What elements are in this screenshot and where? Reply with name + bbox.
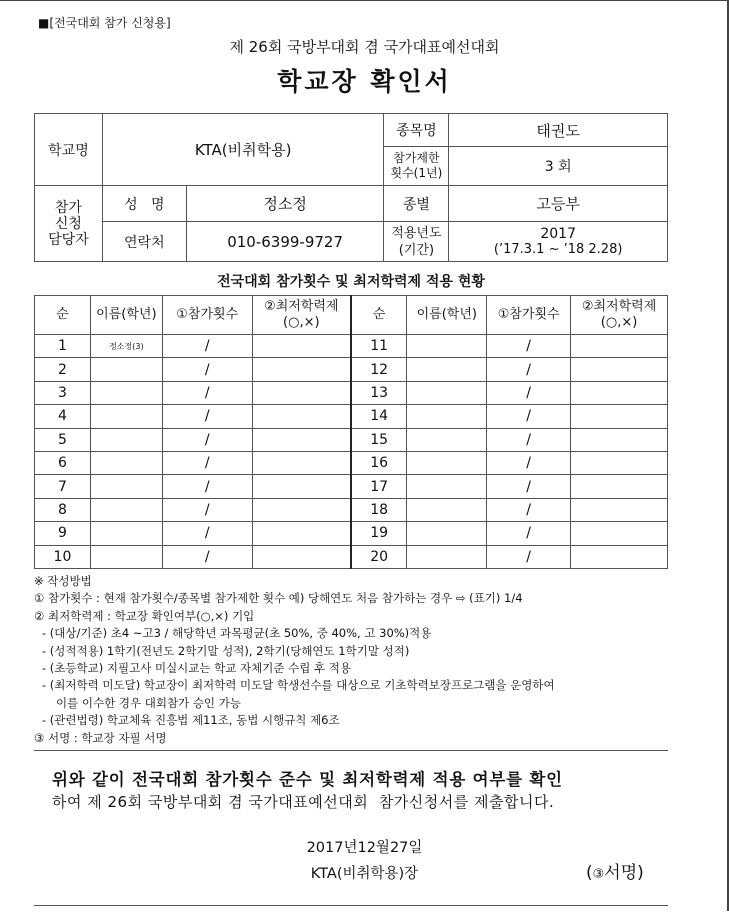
limit-value: 3 회	[449, 147, 668, 186]
row-number: 4	[35, 405, 91, 428]
table-row	[35, 498, 668, 521]
row-number: 10	[35, 545, 91, 568]
row-min-academic	[571, 522, 668, 545]
row-number: 9	[35, 522, 91, 545]
row-name	[90, 498, 162, 521]
signer: KTA(비취학용)장	[310, 866, 419, 882]
row-number: 14	[351, 405, 407, 428]
row-min-academic	[571, 498, 668, 521]
year-label: 적용년도 (기간)	[384, 222, 449, 262]
subtitle: 제 26회 국방부대회 겸 국가대표예선대회	[229, 38, 500, 56]
row-count: /	[162, 335, 252, 358]
limit-label: 참가제한 횟수(1년)	[384, 147, 449, 186]
note-item: ① 참가횟수 : 현재 참가횟수/종목별 참가제한 횟수 예) 당해연도 처음 참가하는 경우 ⇨ (표기) 1/4	[34, 591, 523, 606]
row-number: 20	[351, 545, 407, 568]
row-count: /	[487, 545, 571, 568]
statement-line-1: 위와 같이 전국대회 참가횟수 준수 및 최저학력제 적용 여부를 확인	[52, 770, 563, 789]
row-name: 정소정(3)	[90, 335, 162, 358]
row-name	[90, 358, 162, 381]
divider	[34, 905, 668, 906]
row-name	[407, 545, 487, 568]
row-number: 1	[35, 335, 91, 358]
row-count: /	[162, 475, 252, 498]
header-count: ①참가횟수	[162, 296, 252, 335]
row-min-academic	[252, 498, 351, 521]
row-name	[90, 405, 162, 428]
row-count: /	[487, 358, 571, 381]
row-count: /	[487, 451, 571, 474]
header-name-right: 이름(학년)	[407, 296, 487, 335]
event-label: 종목명	[384, 114, 449, 147]
school-label: 학교명	[35, 114, 103, 186]
row-min-academic	[571, 428, 668, 451]
row-min-academic	[252, 358, 351, 381]
name-value: 정소정	[186, 186, 384, 222]
row-count: /	[162, 545, 252, 568]
row-number: 18	[351, 498, 407, 521]
page-title: 학교장 확인서	[277, 67, 452, 96]
row-number: 6	[35, 451, 91, 474]
row-name	[407, 428, 487, 451]
header-no-right: 순	[351, 296, 407, 335]
instructions	[34, 573, 674, 747]
division-label: 종별	[384, 186, 449, 222]
signature-label: 서명	[604, 863, 638, 883]
row-number: 19	[351, 522, 407, 545]
signature-field: (③서명)	[586, 863, 644, 883]
row-min-academic	[252, 405, 351, 428]
row-count: /	[487, 498, 571, 521]
row-min-academic	[571, 451, 668, 474]
row-count: /	[162, 522, 252, 545]
row-name	[90, 428, 162, 451]
row-number: 11	[351, 335, 407, 358]
year-value: 2017 (’17.3.1 ~ ’18 2.28)	[449, 222, 668, 262]
row-number: 16	[351, 451, 407, 474]
status-title: 전국대회 참가횟수 및 최저학력제 적용 현황	[217, 274, 485, 290]
row-number: 5	[35, 428, 91, 451]
note-item: - (대상/기준) 초4 ~고3 / 해당학년 과목평균(초 50%, 중 40%, 고 30%)적용	[42, 626, 432, 641]
row-name	[407, 498, 487, 521]
contact-value: 010-6399-9727	[186, 222, 384, 262]
row-name	[90, 451, 162, 474]
row-count: /	[487, 381, 571, 404]
status-body	[35, 335, 668, 569]
row-count: /	[162, 428, 252, 451]
row-name	[407, 522, 487, 545]
row-name	[90, 522, 162, 545]
header-note: ■[전국대회 참가 신청용]	[38, 16, 171, 30]
note-item: - (성적적용) 1학기(전년도 2학기말 성적), 2학기(당해연도 1학기말 성적)	[42, 643, 410, 658]
row-count: /	[162, 405, 252, 428]
header-min-right: ②최저학력제 (○,×)	[571, 296, 668, 335]
divider	[34, 750, 668, 751]
statement	[52, 768, 682, 814]
statement-line-2: 하여 제 26회 국방부대회 겸 국가대표예선대회 참가신청서를 제출합니다.	[52, 793, 555, 811]
row-name	[90, 475, 162, 498]
row-count: /	[162, 381, 252, 404]
row-count: /	[487, 475, 571, 498]
row-min-academic	[252, 335, 351, 358]
table-row	[35, 522, 668, 545]
header-no: 순	[35, 296, 91, 335]
row-number: 13	[351, 381, 407, 404]
division-value: 고등부	[449, 186, 668, 222]
row-min-academic	[571, 335, 668, 358]
row-name	[407, 405, 487, 428]
row-count: /	[487, 428, 571, 451]
note-item: - (최저학력 미도달) 학교장이 최저학력 미도달 학생선수를 대상으로 기초학력보장프로그램을 운영하여	[42, 678, 555, 693]
row-min-academic	[252, 381, 351, 404]
note-item: - (초등학교) 지필고사 미실시교는 학교 자체기준 수립 후 적용	[42, 661, 351, 676]
contact-label: 연락처	[102, 222, 186, 262]
header-name: 이름(학년)	[90, 296, 162, 335]
header-count-right: ①참가횟수	[487, 296, 571, 335]
row-name	[90, 381, 162, 404]
note-item: ② 최저학력제 : 학교장 확인여부(○,×) 기입	[34, 608, 255, 623]
row-min-academic	[571, 358, 668, 381]
row-min-academic	[252, 475, 351, 498]
row-number: 8	[35, 498, 91, 521]
row-count: /	[162, 451, 252, 474]
note-item: - (관련법령) 학교체육 진흥법 제11조, 동법 시행규칙 제6조	[42, 713, 340, 728]
status-table	[34, 295, 668, 569]
row-count: /	[487, 335, 571, 358]
row-count: /	[487, 522, 571, 545]
table-row	[35, 358, 668, 381]
row-count: /	[162, 498, 252, 521]
info-table	[34, 113, 668, 262]
signature-circle: ③	[592, 867, 605, 882]
row-name	[407, 381, 487, 404]
row-min-academic	[252, 428, 351, 451]
row-number: 3	[35, 381, 91, 404]
row-count: /	[162, 358, 252, 381]
row-min-academic	[571, 545, 668, 568]
row-min-academic	[252, 522, 351, 545]
event-value: 태권도	[449, 114, 668, 147]
notes-heading: ※ 작성방법	[34, 574, 92, 588]
table-row	[35, 335, 668, 358]
row-number: 2	[35, 358, 91, 381]
row-name	[407, 475, 487, 498]
table-row	[35, 475, 668, 498]
row-number: 12	[351, 358, 407, 381]
row-number: 15	[351, 428, 407, 451]
row-min-academic	[571, 405, 668, 428]
name-label: 성 명	[102, 186, 186, 222]
submission-date: 2017년12월27일	[306, 840, 423, 856]
row-number: 7	[35, 475, 91, 498]
table-row	[35, 381, 668, 404]
row-min-academic	[252, 545, 351, 568]
row-min-academic	[252, 451, 351, 474]
row-min-academic	[571, 475, 668, 498]
row-name	[407, 451, 487, 474]
school-value: KTA(비취학용)	[102, 114, 384, 186]
manager-label: 참가 신청 담당자	[35, 186, 103, 262]
table-row	[35, 405, 668, 428]
table-row	[35, 428, 668, 451]
note-item: ③ 서명 : 학교장 자필 서명	[34, 730, 167, 745]
note-item: 이를 이수한 경우 대회참가 승인 가능	[56, 695, 241, 710]
row-name	[90, 545, 162, 568]
table-row	[35, 545, 668, 568]
header-min: ②최저학력제 (○,×)	[252, 296, 351, 335]
row-name	[407, 358, 487, 381]
row-min-academic	[571, 381, 668, 404]
table-row	[35, 451, 668, 474]
row-name	[407, 335, 487, 358]
row-count: /	[487, 405, 571, 428]
row-number: 17	[351, 475, 407, 498]
